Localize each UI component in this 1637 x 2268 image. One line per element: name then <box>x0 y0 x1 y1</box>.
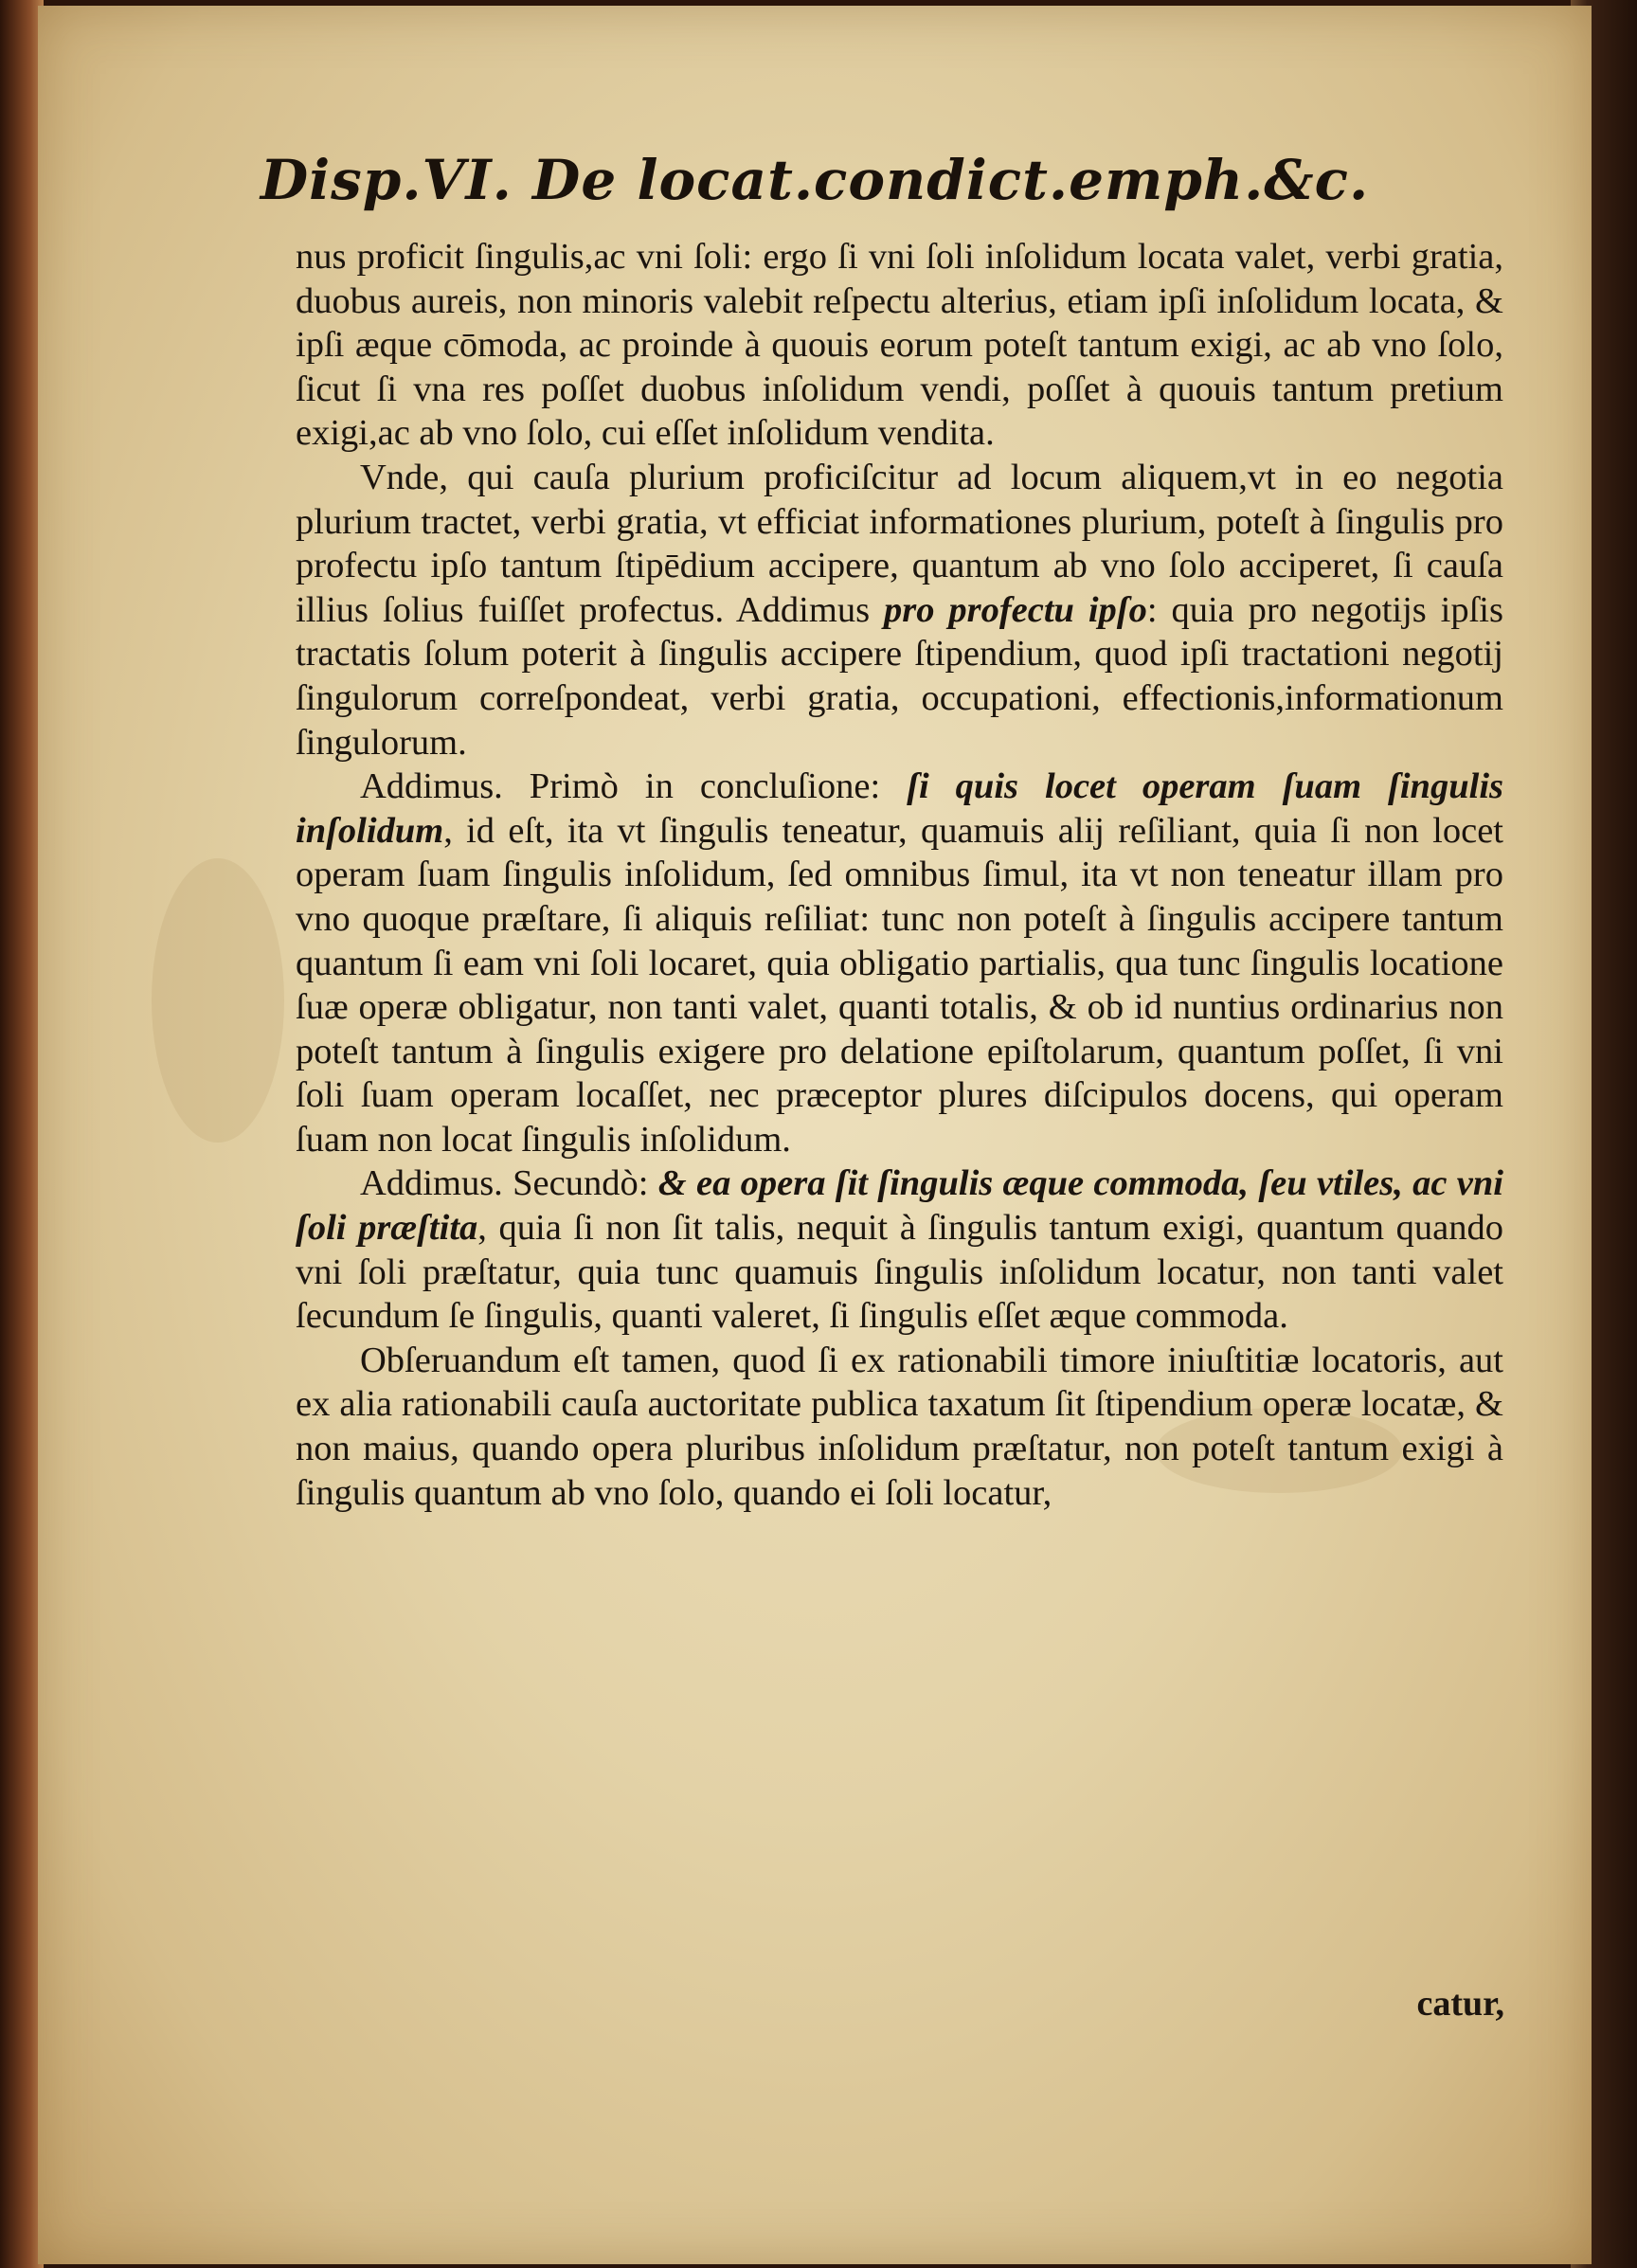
text-run: Addimus. Secundò: <box>360 1163 658 1204</box>
italic-phrase: pro profectu ipſo <box>883 589 1147 630</box>
paragraph <box>296 456 1503 765</box>
paragraph <box>296 1339 1503 1515</box>
paper-stain <box>152 858 284 1143</box>
text-run: Obſeruandum eſt tamen, quod ſi ex rationabili timore iniuſtitiæ locatoris, aut ex alia rationabili cauſa auctoritate publica taxatum ſit ſtipendium operæ locatæ, & non maius, quando opera pluribus inſolidum præſtatur, non poteſt tantum exigi à ſingulis quantum ab vno ſolo, quando ei ſoli locatur, <box>296 1340 1503 1513</box>
text-run: , quia ſi non ſit talis, nequit à ſingulis tantum exigi, quantum quando vni ſoli præſtatur, quia tunc quamuis ſingulis inſolidum locatur, non tanti valet ſecundum ſe ſingulis, quanti valeret, ſi ſingulis eſſet æque commoda. <box>296 1208 1503 1337</box>
text-run: Addimus. Primò in concluſione: <box>360 766 908 807</box>
paragraph <box>296 765 1503 1161</box>
text-run: : quia pro negotijs ipſis tractatis ſolum poterit à ſingulis accipere ſtipendium, quod ipſi tractationi negotij ſingulorum correſpondeat, verbi gratia, occupationi, effectionis,informationum ſingulorum. <box>296 589 1503 763</box>
text-run: , id eſt, ita vt ſingulis teneatur, quamuis alij reſiliant, quia ſi non locet operam ſuam ſingulis inſolidum, ſed omnibus ſimul, ita vt non teneatur illam pro vno quoque præſtare, ſi aliquis reſiliat: tunc non poteſt à ſingulis accipere tantum quantum ſi eam vni ſoli locaret, quia obligatio partialis, qua tunc ſingulis locatione ſuæ operæ obligatur, non tanti valet, quanti totalis, & ob id nuntius ordinarius non poteſt tantum à ſingulis exigere pro delatione epiſtolarum, quantum poſſet, ſi vni ſoli ſuam operam locaſſet, nec præceptor plures diſcipulos docens, qui operam ſuam non locat ſingulis inſolidum. <box>296 810 1503 1160</box>
italic-phrase: & ea opera ſit ſingulis æque commoda, ſeu vtiles, ac vni ſoli præſtita <box>296 1163 1503 1249</box>
body-text <box>296 235 1503 1515</box>
paragraph <box>296 1161 1503 1338</box>
text-run: Vnde, qui cauſa plurium proficiſcitur ad locum aliquem,vt in eo negotia plurium tractet, verbi gratia, vt efficiat informationes plurium, poteſt à ſingulis pro profectu ipſo tantum ſtipēdium accipere, quantum ab vno ſolo acciperet, ſi cauſa illius ſolius fuiſſet profectus. Addimus <box>296 457 1503 630</box>
paragraph <box>296 235 1503 456</box>
catchword: catur, <box>1416 1984 1504 2024</box>
text-run: nus proficit ſingulis,ac vni ſoli: ergo ſi vni ſoli inſolidum locata valet, verbi gratia, duobus aureis, non minoris valebit reſpectu alterius, etiam ipſi inſolidum locata, & ipſi æque cōmoda, ac proinde à quouis eorum poteſt tantum exigi, ac ab vno ſolo, ſicut ſi vna res poſſet duobus inſolidum vendi, poſſet à quouis tantum pretium exigi,ac ab vno ſolo, cui eſſet inſolidum vendita. <box>296 237 1503 454</box>
running-head: Disp.VI. De locat.condict.emph.&c. <box>260 148 1370 212</box>
italic-phrase: ſi quis locet operam ſuam ſingulis inſolidum <box>296 766 1503 851</box>
